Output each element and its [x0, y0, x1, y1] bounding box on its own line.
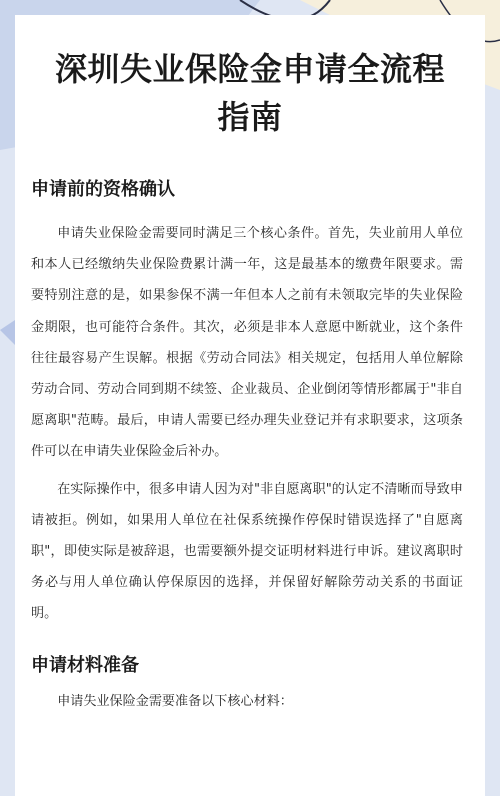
- section-heading-eligibility: 申请前的资格确认: [31, 179, 175, 200]
- paragraph-eligibility-conditions: 申请失业保险金需要同时满足三个核心条件。首先，失业前用人单位和本人已经缴纳失业保险费累计满一年，这是最基本的缴费年限要求。需要特别注意的是，如果参保不满一年但本人之前有未领取完毕的失业保险金期限，也可能符合条件。其次，必须是非本人意愿中断就业，这个条件往往最容易产生误解。根据《劳动合同法》相关规定，包括用人单位解除劳动合同、劳动合同到期不续签、企业裁员、企业倒闭等情形都属于"非自愿离职"范畴。最后，申请人需要已经办理失业登记并有求职要求，这项条件可以在申请失业保险金后补办。: [31, 226, 463, 460]
- paragraph-materials-intro: 申请失业保险金需要准备以下核心材料：: [57, 693, 293, 709]
- paragraph-eligibility-notes: 在实际操作中，很多申请人因为对"非自愿离职"的认定不清晰而导致申请被拒。例如，如果用人单位在社保系统操作停保时错误选择了"自愿离职"，即使实际是被辞退，也需要额外提交证明材料进行申诉。建议离职时务必与用人单位确认停保原因的选择，并保留好解除劳动关系的书面证明。: [31, 481, 463, 622]
- section-heading-materials: 申请材料准备: [31, 654, 139, 676]
- page-title: 深圳失业保险金申请全流程指南: [54, 50, 445, 136]
- document-card: [15, 15, 485, 796]
